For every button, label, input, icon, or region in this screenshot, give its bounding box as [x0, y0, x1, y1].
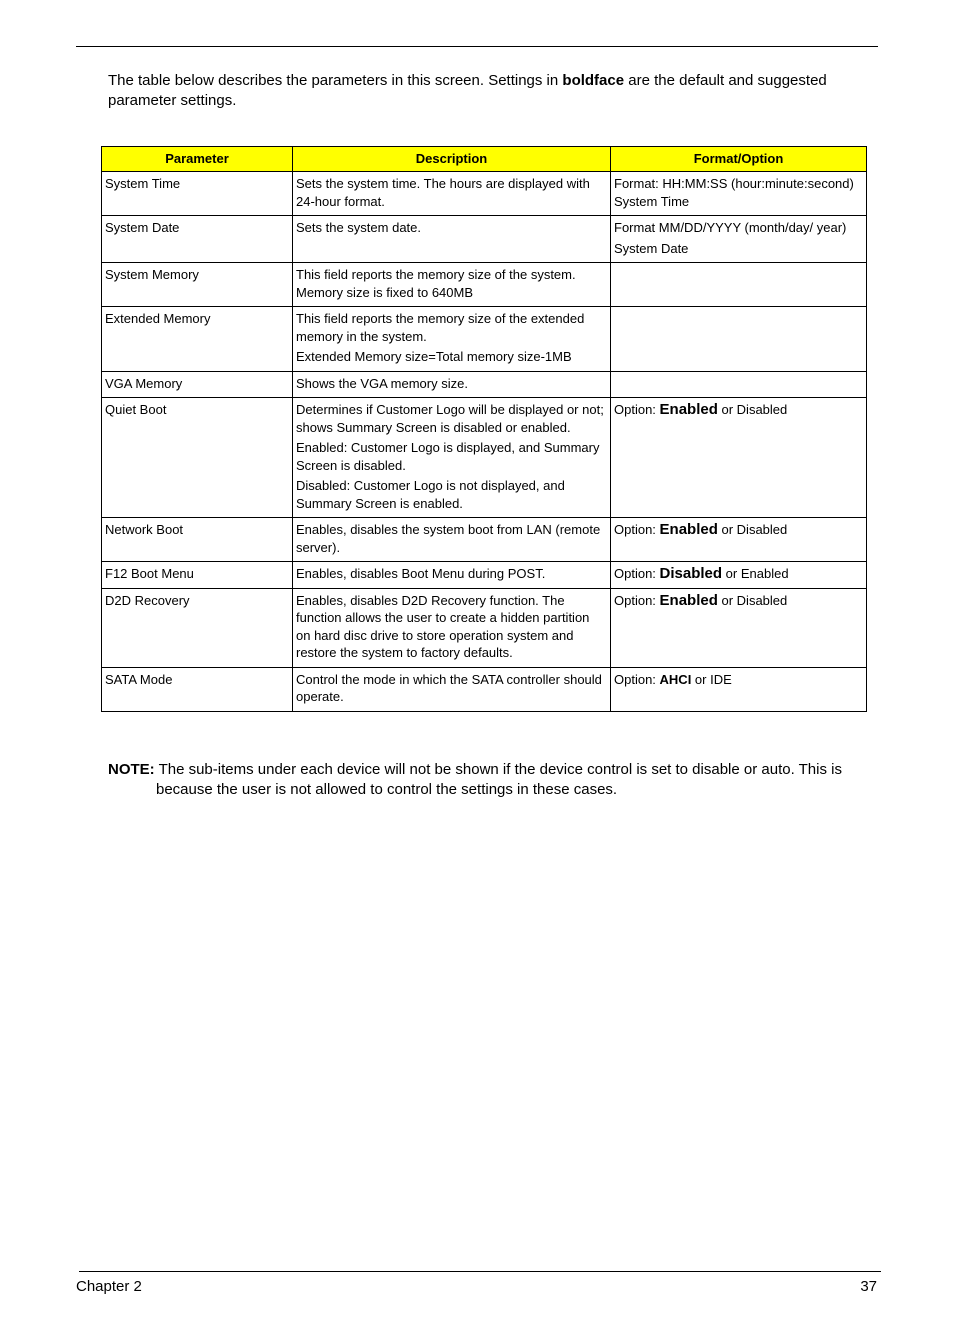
description-paragraph: This field reports the memory size of the system. Memory size is fixed to 640MB	[296, 267, 576, 300]
table-row	[102, 216, 867, 263]
cell-parameter: System Memory	[102, 263, 293, 307]
option-prefix: Option:	[614, 522, 660, 537]
cell-description	[293, 371, 611, 398]
cell-format-option	[611, 216, 867, 263]
option-default: Enabled	[659, 591, 718, 609]
description-paragraph: Enabled: Customer Logo is displayed, and Summary Screen is disabled.	[296, 440, 600, 473]
header-parameter: Parameter	[102, 147, 293, 172]
table-row	[102, 307, 867, 372]
option-prefix: Option:	[614, 671, 660, 687]
intro-text: The table below describes the parameters in this screen. Settings in	[108, 72, 563, 89]
description-paragraph: Disabled: Customer Logo is not displayed, and Summary Screen is enabled.	[296, 478, 565, 511]
description-paragraph: Determines if Customer Logo will be displayed or not; shows Summary Screen is disabled or enabled.	[296, 402, 604, 435]
cell-format-option	[611, 307, 867, 372]
format-paragraph: Format: HH:MM:SS (hour:minute:second) System Time	[614, 176, 854, 209]
cell-parameter: System Time	[102, 172, 293, 216]
description-paragraph: Shows the VGA memory size.	[296, 375, 468, 391]
cell-format-option	[611, 371, 867, 398]
description-paragraph: Enables, disables D2D Recovery function. The function allows the user to create a hidden partition on hard disc drive to store operation system and restore the system to factory defaults.	[296, 592, 590, 660]
description-paragraph: Sets the system date.	[296, 220, 422, 235]
option-default: Disabled	[659, 565, 723, 582]
cell-format-option	[611, 518, 867, 562]
table-row	[102, 562, 867, 589]
cell-parameter: VGA Memory	[102, 371, 293, 398]
table-row	[102, 398, 867, 518]
cell-parameter: System Date	[102, 216, 293, 263]
cell-description	[293, 398, 611, 518]
description-paragraph: Enables, disables the system boot from LAN (remote server).	[296, 522, 601, 555]
option-line	[614, 401, 863, 419]
table-row	[102, 371, 867, 398]
option-prefix: Option:	[614, 402, 660, 417]
cell-parameter: D2D Recovery	[102, 588, 293, 667]
footer-chapter: Chapter 2	[76, 1278, 142, 1295]
cell-parameter: Quiet Boot	[102, 398, 293, 518]
description-paragraph: Extended Memory size=Total memory size-1MB	[296, 349, 572, 364]
cell-format-option	[611, 588, 867, 667]
format-paragraph: System Date	[614, 240, 689, 256]
table-row	[102, 667, 867, 711]
note-text-line1: The sub-items under each device will not be shown if the device control is set to disable or auto. This is	[154, 761, 842, 778]
intro-text-end: are the default and suggested parameter settings.	[108, 72, 827, 109]
option-alternative: or Enabled	[722, 566, 789, 581]
option-alternative: or Disabled	[717, 522, 788, 537]
header-description: Description	[293, 147, 611, 172]
option-alternative: or IDE	[691, 671, 732, 687]
option-line	[614, 671, 863, 689]
table-row	[102, 263, 867, 307]
cell-description	[293, 588, 611, 667]
footer-rule	[79, 1271, 881, 1272]
option-alternative: or Disabled	[717, 402, 788, 417]
cell-description	[293, 518, 611, 562]
description-paragraph: Control the mode in which the SATA controller should operate.	[296, 671, 602, 704]
option-default: AHCI	[659, 671, 692, 687]
cell-format-option	[611, 398, 867, 518]
note-label: NOTE:	[108, 761, 155, 778]
cell-parameter: Extended Memory	[102, 307, 293, 372]
header-format-option: Format/Option	[611, 147, 867, 172]
cell-description	[293, 172, 611, 216]
intro-paragraph	[108, 71, 888, 111]
cell-format-option	[611, 562, 867, 589]
header-rule	[76, 46, 878, 47]
note-text-line2: because the user is not allowed to control the settings in these cases.	[156, 781, 618, 798]
option-prefix: Option:	[614, 592, 660, 608]
footer-page-number: 37	[860, 1278, 877, 1295]
option-default: Enabled	[659, 401, 718, 418]
table-header-row	[102, 147, 867, 172]
cell-description	[293, 263, 611, 307]
cell-format-option	[611, 263, 867, 307]
option-line	[614, 592, 863, 610]
cell-description	[293, 307, 611, 372]
cell-description	[293, 562, 611, 589]
table-row	[102, 172, 867, 216]
cell-parameter: SATA Mode	[102, 667, 293, 711]
table-body	[102, 172, 867, 712]
note-block	[108, 760, 880, 800]
option-default: Enabled	[659, 521, 718, 538]
cell-description	[293, 216, 611, 263]
description-paragraph: Sets the system time. The hours are displayed with 24-hour format.	[296, 176, 590, 209]
parameter-table	[101, 146, 867, 712]
cell-format-option	[611, 172, 867, 216]
cell-format-option	[611, 667, 867, 711]
option-line	[614, 521, 863, 539]
option-line	[614, 565, 863, 583]
intro-bold-word: boldface	[562, 72, 625, 89]
table-row	[102, 518, 867, 562]
table-row	[102, 588, 867, 667]
cell-description	[293, 667, 611, 711]
option-prefix: Option:	[614, 566, 660, 581]
cell-parameter: Network Boot	[102, 518, 293, 562]
description-paragraph: Enables, disables Boot Menu during POST.	[296, 566, 546, 581]
cell-parameter: F12 Boot Menu	[102, 562, 293, 589]
option-alternative: or Disabled	[717, 592, 788, 608]
description-paragraph: This field reports the memory size of the extended memory in the system.	[296, 311, 585, 344]
format-paragraph: Format MM/DD/YYYY (month/day/ year)	[614, 220, 847, 235]
